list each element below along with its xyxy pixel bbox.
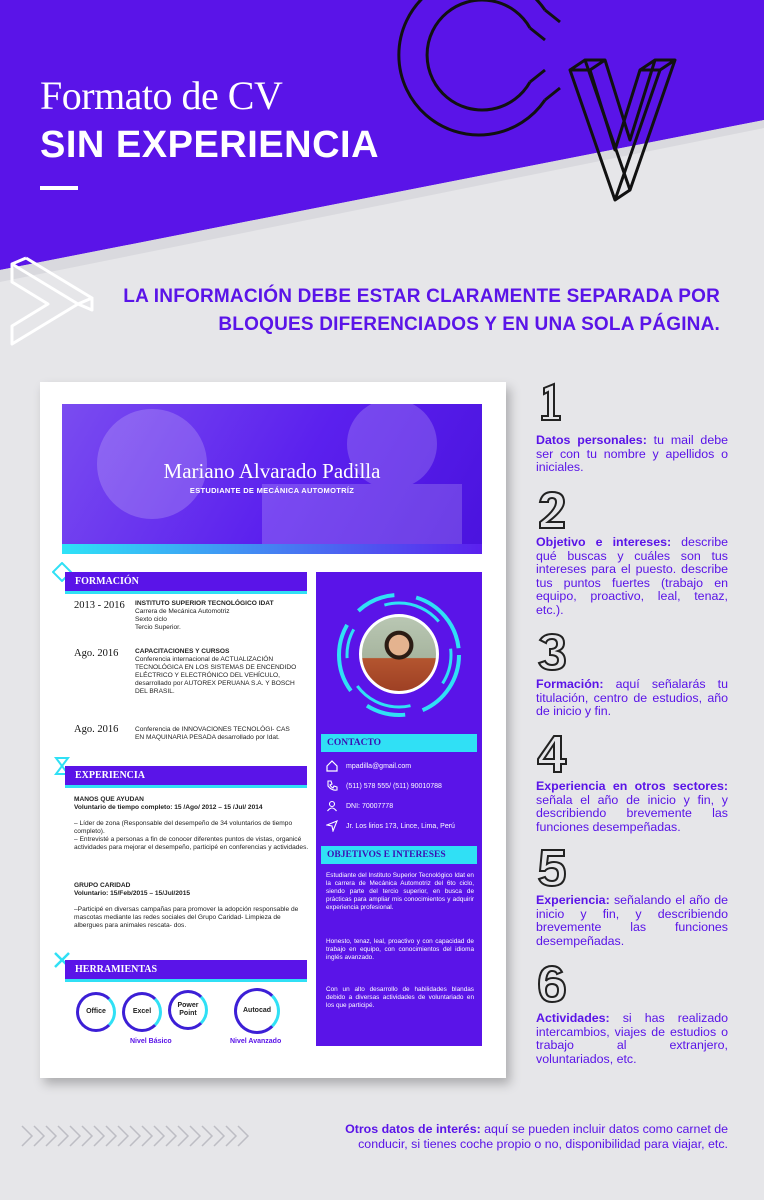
- tool-office: Office: [76, 992, 116, 1032]
- edu-title: INSTITUTO SUPERIOR TECNOLÓGICO IDAT: [135, 600, 274, 607]
- banner-accent-bar: [62, 544, 482, 554]
- cv-banner: [62, 404, 482, 554]
- section-heading-objetivos: OBJETIVOS E INTERESES: [321, 846, 477, 864]
- contact-address-text: Jr. Los lirios 173, Lince, Lima, Perú: [346, 822, 455, 830]
- arrow-decoration-icon: [8, 256, 98, 352]
- tip-text: tu mail debe ser con tu nombre y apellidos o iniciales.: [536, 433, 728, 474]
- tip-text: describe qué buscas y cuáles son tus intereses para el puesto. describe tus puntos fuertes (trabajo en equipo, proactivo, leal, tenaz, etc.).: [536, 535, 728, 617]
- cv-sample: [40, 382, 506, 1078]
- page-title-line2: SIN EXPERIENCIA: [40, 124, 380, 166]
- cv-subtitle: ESTUDIANTE DE MECÁNICA AUTOMOTRÍZ: [189, 486, 355, 495]
- job-period: Voluntario de tiempo completo: 15 /Ago/ 2012 – 15 /Jul/ 2014: [74, 804, 263, 811]
- tip-2: [536, 536, 728, 617]
- profile-photo: [359, 614, 439, 694]
- job-period: Voluntario: 15/Feb/2015 – 15/Jul/2015: [74, 890, 191, 897]
- edu-year: 2013 - 2016: [74, 600, 125, 611]
- page-title-line1: Formato de CV: [40, 73, 283, 118]
- tip-4: [536, 780, 728, 834]
- home-icon: [326, 760, 338, 772]
- tip-label: Formación:: [536, 677, 604, 691]
- experience-entry: [74, 882, 309, 930]
- contact-phone: [326, 780, 442, 792]
- tip-label: Experiencia en otros sectores:: [536, 779, 728, 793]
- contact-dni-text: DNI: 70007778: [346, 802, 394, 810]
- tool-powerpoint: Power Point: [168, 990, 208, 1030]
- tip-text: señalando el año de inicio y fin, y describiendo brevemente las funciones desempeñadas.: [536, 893, 728, 948]
- objective-paragraph: Con un alto desarrollo de habilidades blandas debido a diversas actividades de voluntariado en los que participé.: [326, 986, 474, 1009]
- number-1-icon: [534, 382, 570, 422]
- edu-line: Carrera de Mecánica Automotriz: [135, 608, 230, 615]
- level-basic-label: Nivel Básico: [130, 1038, 172, 1045]
- edu-year: Ago. 2016: [74, 648, 119, 659]
- edu-year: Ago. 2016: [74, 724, 119, 735]
- number-5-icon: [534, 848, 570, 888]
- tip-label: Objetivo e intereses:: [536, 535, 672, 549]
- tip-text: señala el año de inicio y fin, y describiendo brevemente las funciones desempeñadas.: [536, 792, 728, 834]
- number-4-icon: [534, 734, 570, 774]
- edu-entry: [135, 726, 300, 742]
- edu-line: Conferencia internacional de ACTUALIZACIÓN TECNOLÓGICA EN LOS SISTEMAS DE ENCENDIDO ELÉCTRICO Y ELECTRÓNICO DEL VEHÍCULO, desarrollado por AUTOREX PERUANA S.A. Y BOSCH DEL BRASIL.: [135, 656, 297, 695]
- level-advanced-label: Nivel Avanzado: [230, 1038, 282, 1045]
- contact-email: [326, 760, 411, 772]
- section-heading-contacto: CONTACTO: [321, 734, 477, 752]
- title-underline: [40, 186, 78, 190]
- objective-paragraph: Honesto, tenaz, leal, proactivo y con capacidad de trabajo en equipo, con conocimientos del idioma inglés avanzado.: [326, 938, 474, 961]
- tip-text: aquí señalarás tu titulación, centro de estudios, año de inicio y fin.: [536, 677, 728, 718]
- person-icon: [326, 800, 338, 812]
- contact-phone-text: (511) 578 555/ (511) 90010788: [346, 782, 442, 790]
- number-6-icon: [534, 964, 570, 1004]
- headline-line1: LA INFORMACIÓN DEBE ESTAR CLARAMENTE SEPARADA POR: [123, 286, 720, 307]
- phone-icon: [326, 780, 338, 792]
- number-3-icon: [534, 632, 570, 672]
- job-description: – Líder de zona (Responsable del desempeño de 34 voluntarios de tiempo completo).: [74, 820, 293, 835]
- job-description: –Participé en diversas campañas para promover la adopción responsable de mascotas mediante las redes sociales del Grupo Caridad- Limpieza de albergues para animales rescata- dos.: [74, 906, 299, 929]
- edu-entry: [135, 648, 300, 696]
- experience-entry: [74, 796, 309, 852]
- section-heading-experiencia: EXPERIENCIA: [65, 766, 307, 785]
- headline-line2: BLOQUES DIFERENCIADOS Y EN UNA SOLA PÁGINA.: [218, 314, 720, 335]
- headline: [100, 283, 720, 339]
- job-title: MANOS QUE AYUDAN: [74, 796, 144, 803]
- tip-label: Datos personales:: [536, 433, 647, 447]
- job-description: – Entrevisté a personas a fin de conocer diferentes puntos de vistas, organicé actividades para mejorar el desempeño, participé en conferencias y actividades.: [74, 836, 309, 851]
- section-heading-herramientas: HERRAMIENTAS: [65, 960, 307, 979]
- contact-address: [326, 820, 455, 832]
- objective-paragraph: Estudiante del Instituto Superior Tecnológico Idat en la carrera de Mecánica Automotriz del 6to ciclo, siendo parte del tercio superior, en busca de prácticas para ampliar mis conocimientos y adquirir experiencia profesional.: [326, 872, 474, 911]
- job-title: GRUPO CARIDAD: [74, 882, 131, 889]
- tip-text: si has realizado intercambios, viajes de estudios o trabajo al extranjero, voluntariados, etc.: [536, 1011, 728, 1066]
- tip-5: [536, 894, 728, 948]
- contact-dni: [326, 800, 393, 812]
- edu-line: Sexto ciclo: [135, 616, 167, 623]
- tool-autocad: Autocad: [234, 988, 280, 1034]
- tip-1: [536, 434, 728, 475]
- footnote-text: aquí se pueden incluir datos como carnet de conducir, si tienes coche propio o no, disponibilidad para viajar, etc.: [358, 1122, 728, 1151]
- chevrons-decoration-icon: [20, 1124, 260, 1148]
- edu-line: Tercio Superior.: [135, 624, 181, 631]
- location-arrow-icon: [326, 820, 338, 832]
- cv-name: Mariano Alvarado Padilla: [163, 459, 381, 483]
- tip-label: Actividades:: [536, 1011, 610, 1025]
- section-heading-formacion: FORMACIÓN: [65, 572, 307, 591]
- tip-label: Experiencia:: [536, 893, 610, 907]
- contact-email-text: mpadilla@gmail.com: [346, 762, 412, 770]
- footnote: [300, 1122, 728, 1152]
- edu-line: Conferencia de INNOVACIONES TECNOLÓGI- CAS EN MAQUINARIA PESADA desarrollado por Idat.: [135, 726, 290, 741]
- tip-6: [536, 1012, 728, 1066]
- number-2-icon: [534, 490, 570, 530]
- cv-sidebar: [316, 572, 482, 1046]
- edu-entry: [135, 600, 300, 632]
- footnote-label: Otros datos de interés:: [345, 1122, 481, 1136]
- tool-excel: Excel: [122, 992, 162, 1032]
- edu-title: CAPACITACIONES Y CURSOS: [135, 648, 230, 655]
- tip-3: [536, 678, 728, 719]
